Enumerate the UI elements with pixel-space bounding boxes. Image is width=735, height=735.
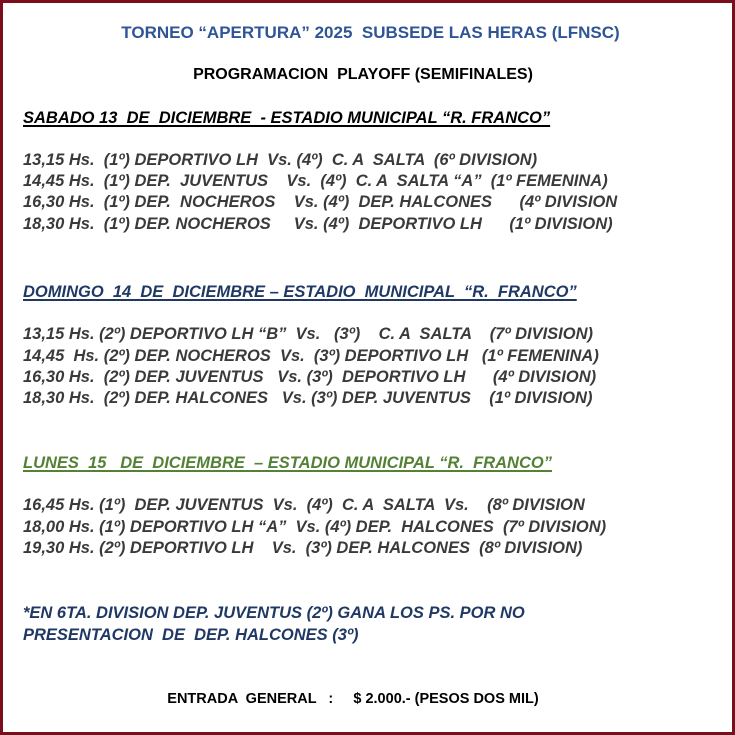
- match-line: 19,30 Hs. (2º) DEPORTIVO LH Vs. (3º) DEP. HALCONES (8º DIVISION): [23, 539, 583, 557]
- note-line: PRESENTACION DE DEP. HALCONES (3º): [23, 626, 359, 644]
- day-heading-sunday: DOMINGO 14 DE DICIEMBRE – ESTADIO MUNICIPAL “R. FRANCO”: [23, 283, 577, 301]
- entry-price: ENTRADA GENERAL : $ 2.000.- (PESOS DOS MIL): [167, 691, 539, 707]
- match-line: 14,45 Hs. (1º) DEP. JUVENTUS Vs. (4º) C. A SALTA “A” (1º FEMENINA): [23, 172, 608, 190]
- match-line: 18,30 Hs. (1º) DEP. NOCHEROS Vs. (4º) DEPORTIVO LH (1º DIVISION): [23, 215, 613, 233]
- match-line: 13,15 Hs. (2º) DEPORTIVO LH “B” Vs. (3º) C. A SALTA (7º DIVISION): [23, 325, 594, 343]
- match-line: 16,30 Hs. (2º) DEP. JUVENTUS Vs. (3º) DEPORTIVO LH (4º DIVISION): [23, 368, 597, 386]
- note-line: *EN 6TA. DIVISION DEP. JUVENTUS (2º) GANA LOS PS. POR NO: [23, 604, 525, 622]
- match-line: 16,30 Hs. (1º) DEP. NOCHEROS Vs. (4º) DEP. HALCONES (4º DIVISION: [23, 193, 618, 211]
- match-line: 18,00 Hs. (1º) DEPORTIVO LH “A” Vs. (4º) DEP. HALCONES (7º DIVISION): [23, 518, 607, 536]
- match-line: 13,15 Hs. (1º) DEPORTIVO LH Vs. (4º) C. A SALTA (6º DIVISION): [23, 151, 538, 169]
- match-line: 14,45 Hs. (2º) DEP. NOCHEROS Vs. (3º) DEPORTIVO LH (1º FEMENINA): [23, 347, 599, 365]
- match-line: 16,45 Hs. (1º) DEP. JUVENTUS Vs. (4º) C. A SALTA Vs. (8º DIVISION: [23, 496, 585, 514]
- day-heading-monday: LUNES 15 DE DICIEMBRE – ESTADIO MUNICIPAL “R. FRANCO”: [23, 454, 552, 472]
- day-heading-saturday: SABADO 13 DE DICIEMBRE - ESTADIO MUNICIPAL “R. FRANCO”: [23, 109, 551, 127]
- tournament-title: TORNEO “APERTURA” 2025 SUBSEDE LAS HERAS (LFNSC): [121, 23, 620, 42]
- match-line: 18,30 Hs. (2º) DEP. HALCONES Vs. (3º) DEP. JUVENTUS (1º DIVISION): [23, 389, 593, 407]
- playoff-subtitle: PROGRAMACION PLAYOFF (SEMIFINALES): [193, 66, 533, 83]
